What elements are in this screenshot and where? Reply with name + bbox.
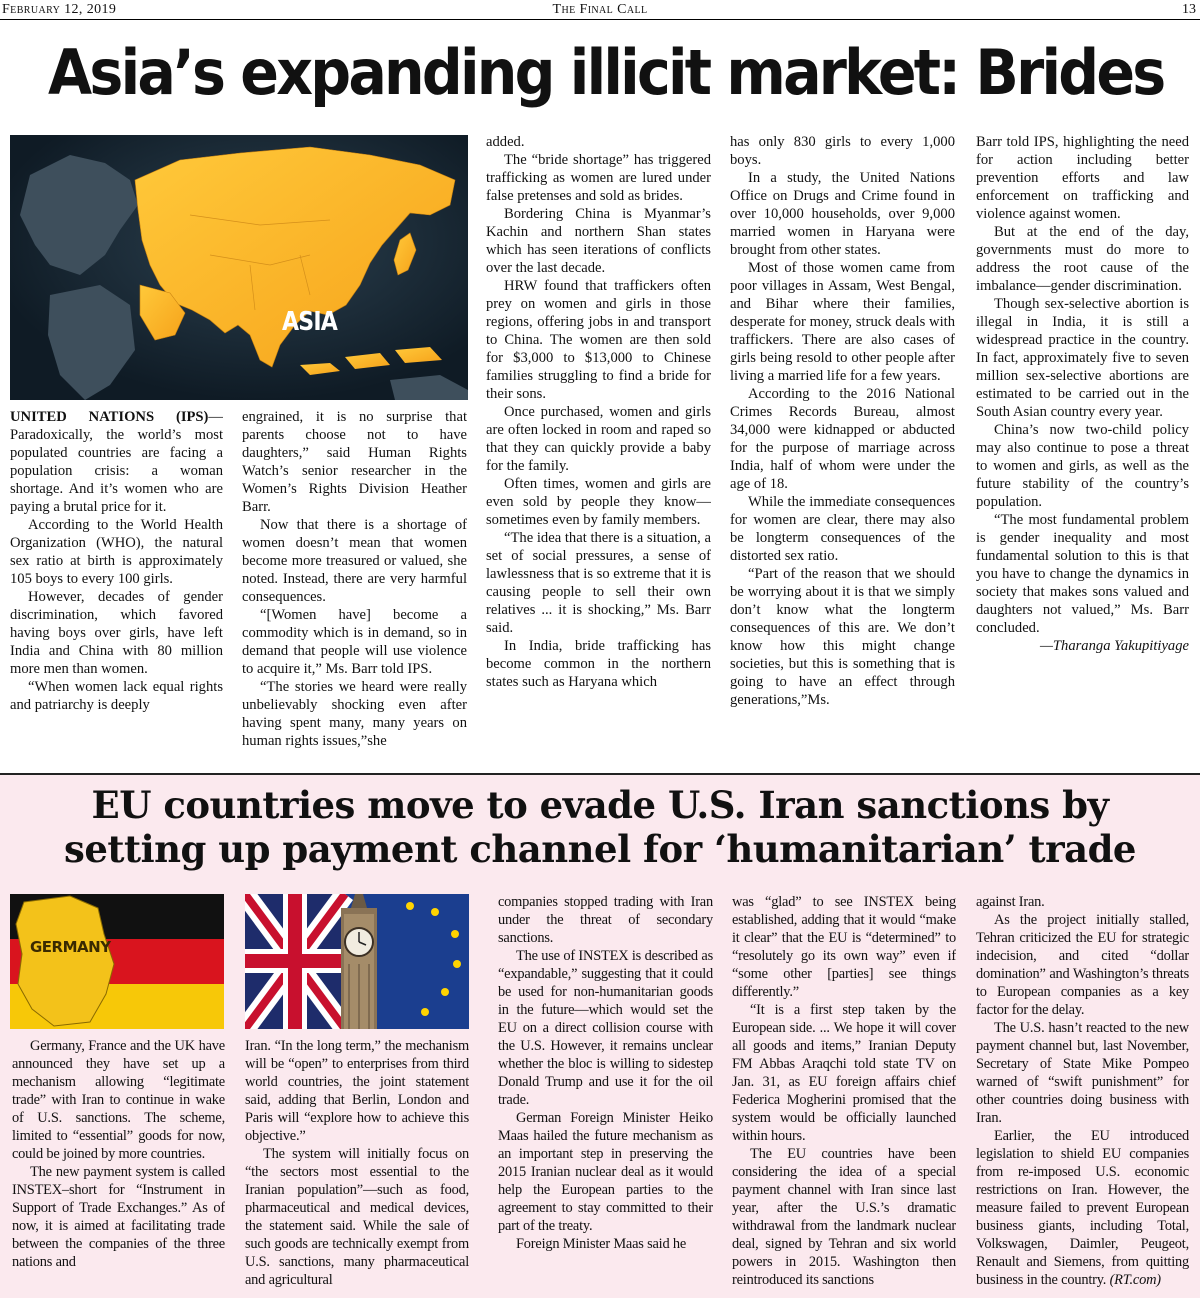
story1-column-2 [242, 408, 467, 756]
paragraph: China’s now two-child policy may also continue to pose a threat to women and girls, as well as the future stability of the country’s population. [976, 422, 1189, 510]
paragraph: added. [486, 134, 525, 150]
paragraph: As the project initially stalled, Tehran criticized the EU for strategic indecision, and cited “dollar domination” and Washington’s threats to European companies as a key factor for the delay. [976, 912, 1189, 1018]
paragraph: “[Women have] become a commodity which is in demand, so in demand that people will use violence to acquire it,” Ms. Barr told IPS. [242, 607, 467, 677]
story1-column-4 [730, 133, 955, 755]
story2-column-3 [498, 893, 713, 1293]
paragraph: “When women lack equal rights and patriarchy is deeply [10, 679, 223, 713]
paragraph: While the immediate consequences for women are clear, there may also be longterm consequences of the distorted sex ratio. [730, 494, 955, 564]
paragraph: engrained, it is no surprise that parents choose not to have daughters,” said Human Rights Watch’s senior researcher in the Women’s Rights Division Heather Barr. [242, 409, 467, 515]
paragraph: However, decades of gender discrimination, which favored having boys over girls, have left India and China with 80 million more men than women. [10, 589, 223, 677]
newspaper-name: The Final Call [552, 2, 648, 17]
paragraph: against Iran. [976, 894, 1045, 910]
dateline: UNITED NATIONS (IPS) [10, 409, 209, 425]
paragraph: The use of INSTEX is described as “expandable,” suggesting that it could be used for non-humanitarian goods in the future—which would set the EU on a direct collision course with the U.S. However, it remains unclear whether the bloc is willing to sidestep Donald Trump and use it for the oil trade. [498, 948, 713, 1108]
germany-flag-map-image [10, 894, 224, 1029]
story2-headline [0, 783, 1200, 871]
paragraph: Bordering China is Myanmar’s Kachin and northern Shan states which has seen iterations of conflicts over the last decade. [486, 206, 711, 276]
paragraph: Earlier, the EU introduced legislation to shield EU companies from re-imposed U.S. economic restrictions on Iran. However, the measure failed to prevent European business giants, including Total, Volkswagen, Daimler, Peugeot, Renault and Siemens, from quitting business in the country. (RT.com) [976, 1128, 1189, 1288]
paragraph: “The stories we heard were really unbelievably shocking even after having spent many, many years on human rights issues,”she [242, 679, 467, 749]
story2-column-4 [732, 893, 956, 1293]
paragraph: The “bride shortage” has triggered trafficking as women are lured under false pretenses and sold as brides. [486, 152, 711, 204]
paragraph: Foreign Minister Maas said he [516, 1236, 687, 1252]
paragraph: German Foreign Minister Heiko Maas hailed the future mechanism as an important step in preserving the 2015 Iranian nuclear deal as it would help the European parties to the agreement to stay committed to their part of the treaty. [498, 1110, 713, 1234]
big-ben-flags-image [245, 894, 469, 1029]
asia-map-image [10, 135, 468, 400]
masthead [0, 0, 1200, 20]
paragraph: Once purchased, women and girls are often locked in room and raped so that they can quickly provide a baby for the family. [486, 404, 711, 474]
paragraph: According to the World Health Organization (WHO), the natural sex ratio at birth is approximately 105 boys to every 100 girls. [10, 517, 223, 587]
source-credit: (RT.com) [1109, 1272, 1161, 1288]
story1-column-3 [486, 133, 711, 755]
page-number: 13 [1182, 2, 1196, 17]
story2-headline-line2: setting up payment channel for ‘humanitarian’ trade [64, 827, 1136, 871]
story1-column-5 [976, 133, 1189, 755]
byline: —Tharanga Yakupitiyage [1039, 638, 1189, 654]
big-ben-graphic [245, 894, 469, 1029]
paragraph: In India, bride trafficking has become common in the northern states such as Haryana which [486, 638, 711, 690]
map-label-asia: ASIA [282, 307, 337, 337]
paragraph: The system will initially focus on “the sectors most essential to the Iranian population”—such as food, pharmaceutical and medical devices, the statement said. While the sale of such goods are technically exempt from U.S. sanctions, many pharmaceutical and agricultural [245, 1146, 469, 1288]
paragraph: Though sex-selective abortion is illegal in India, it is still a widespread practice in the country. In fact, approximately five to seven million sex-selective abortions are estimated to be carried out in the South Asian country every year. [976, 296, 1189, 420]
paragraph: Barr told IPS, highlighting the need for action including better prevention efforts and law enforcement on trafficking and violence against women. [976, 134, 1189, 222]
paragraph: has only 830 girls to every 1,000 boys. [730, 134, 955, 168]
paragraph: “The most fundamental problem is gender inequality and most fundamental solution to this is that you have to change the dynamics in society that makes sons valued and daughters not valued,” Ms. Barr concluded. [976, 512, 1189, 636]
germany-graphic [10, 894, 224, 1029]
story1-lead-paragraph: UNITED NATIONS (IPS)—Paradoxically, the world’s most populated countries are facing a population crisis: a woman shortage. And it’s women who are paying a brutal price for it. [10, 409, 223, 515]
story1-headline: Asia’s expanding illicit market: Brides [48, 36, 1164, 109]
story2-column-1 [12, 1037, 225, 1293]
paragraph: The EU countries have been considering the idea of a special payment channel with Iran since last year, after the U.S.’s dramatic withdrawal from the landmark nuclear deal, signed by Tehran and six world powers in 2015. Washington then reintroduced its sanctions [732, 1146, 956, 1288]
paragraph: Often times, women and girls are even sold by people they know—sometimes even by family members. [486, 476, 711, 528]
story2-column-5 [976, 893, 1189, 1293]
paragraph: was “glad” to see INSTEX being established, adding that it would “make it clear” that the EU is “determined” to “resolutely go its own way” even if “some other [parties] see things differently.” [732, 894, 956, 1000]
paragraph: “The idea that there is a situation, a set of social pressures, a sense of lawlessness that is so extreme that it is causing people to sell their own relatives ... it is shocking,” Ms. Barr said. [486, 530, 711, 636]
paragraph: Most of those women came from poor villages in Assam, West Bengal, and Bihar where their families, desperate for money, struck deals with traffickers. There are also cases of girls being resold to other people after living a married life for a few years. [730, 260, 955, 384]
paragraph: Now that there is a shortage of women doesn’t mean that women become more treasured or valued, she noted. Instead, there are very harmful consequences. [242, 517, 467, 605]
map-graphic [10, 135, 468, 400]
paragraph: In a study, the United Nations Office on Drugs and Crime found in over 10,000 households, over 9,000 married women in Haryana were brought from other states. [730, 170, 955, 258]
germany-label: GERMANY [30, 938, 111, 956]
paragraph: Germany, France and the UK have announced they have set up a mechanism allowing “legitimate trade” with Iran to continue in wake of U.S. sanctions. The scheme, limited to “essential” goods for now, could be joined by more countries. [12, 1038, 225, 1162]
story2-section [0, 773, 1200, 1298]
paragraph: HRW found that traffickers often prey on women and girls in those regions, offering jobs in and transport to China. The women are then sold for $3,000 to $13,000 to Chinese families struggling to find a bride for their sons. [486, 278, 711, 402]
story2-column-2 [245, 1037, 469, 1293]
paragraph: According to the 2016 National Crimes Records Bureau, almost 34,000 were kidnapped or abducted for the purpose of marriage across India, half of whom were under the age of 18. [730, 386, 955, 492]
paragraph: “It is a first step taken by the European side. ... We hope it will cover all goods and items,” Iranian Deputy FM Abbas Araqchi told state TV on Jan. 31, as EU foreign affairs chief Federica Mogherini promised that the system would be officially launched within hours. [732, 1002, 956, 1144]
paragraph: “Part of the reason that we should be worrying about it is that we simply don’t know what the longterm consequences of this are. We don’t know how this might change societies, but this is something that is going to have an effect through generations,”Ms. [730, 566, 955, 708]
story2-headline-line1: EU countries move to evade U.S. Iran sanctions by [91, 783, 1109, 827]
story1-column-1 [10, 408, 223, 756]
paragraph: companies stopped trading with Iran under the threat of secondary sanctions. [498, 894, 713, 946]
paragraph: But at the end of the day, governments must do more to address the root cause of the imbalance—gender discrimination. [976, 224, 1189, 294]
paragraph: The U.S. hasn’t reacted to the new payment channel but, last November, Secretary of State Mike Pompeo warned of “swift punishment” for other countries doing business with Iran. [976, 1020, 1189, 1126]
issue-date: February 12, 2019 [2, 2, 117, 17]
paragraph: Iran. “In the long term,” the mechanism will be “open” to enterprises from third world countries, the joint statement said, adding that Berlin, London and Paris will “explore how to achieve this objective.” [245, 1038, 469, 1144]
paragraph: The new payment system is called INSTEX–short for “Instrument in Support of Trade Exchanges.” As of now, it is aimed at facilitating trade between the companies of the three nations and [12, 1164, 225, 1270]
